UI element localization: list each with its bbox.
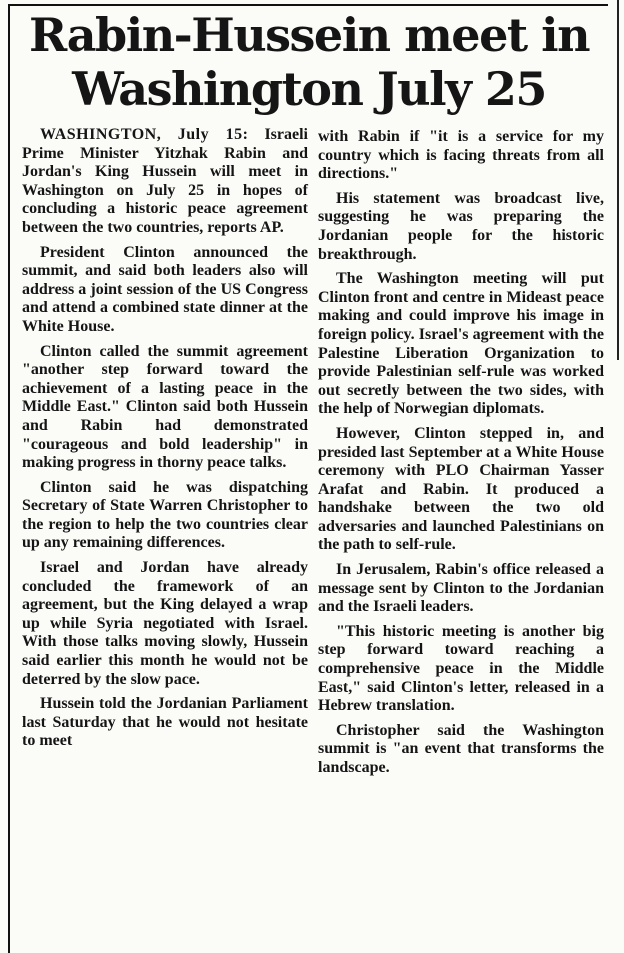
paragraph: with Rabin if "it is a service for my country which is facing threats from all directions." <box>318 128 604 183</box>
dateline: WASHINGTON, July 15: <box>40 126 249 143</box>
paragraph: In Jerusalem, Rabin's office released a message sent by Clinton to the Jordanian and the Israeli leaders. <box>318 561 604 616</box>
headline-line-1: Rabin-Hussein meet in <box>28 8 590 62</box>
paragraph: The Washington meeting will put Clinton front and centre in Mideast peace making and could improve his image in foreign policy. Israel's agreement with the Palestine Liberation Organization to provide Palestinian self-rule was worked out secretly between the two sides, with the help of Norwegian diplomats. <box>318 270 604 418</box>
paragraph-text: Israeli Prime Minister Yitzhak Rabin and Jordan's King Hussein will meet in Washington on July 25 in hopes of concluding a historic peace agreement between the two countries, reports AP. <box>22 126 308 236</box>
paragraph <box>22 126 308 238</box>
paragraph: President Clinton announced the summit, and said both leaders also will address a joint session of the US Congress and attend a combined state dinner at the White House. <box>22 243 308 335</box>
paragraph: Clinton said he was dispatching Secretary of State Warren Christopher to the region to help the two countries clear up any remaining differences. <box>22 478 308 552</box>
paragraph: "This historic meeting is another big step forward toward reaching a comprehensive peace in the Middle East," said Clinton's letter, released in a Hebrew translation. <box>318 622 604 715</box>
paragraph: Hussein told the Jordanian Parliament last Saturday that he would not hesitate to meet <box>22 695 308 750</box>
adjacent-column-rule <box>617 0 619 360</box>
paragraph: Clinton called the summit agreement "another step forward toward the achievement of a lasting peace in the Middle East." Clinton said both Hussein and Rabin had demonstrated "courageous and bold leadership" in making progress in thorny peace talks. <box>22 342 308 472</box>
paragraph: Israel and Jordan have already concluded the framework of an agreement, but the King delayed a wrap up while Syria negotiated with Israel. With those talks moving slowly, Hussein said earlier this month he would not be deterred by the slow pace. <box>22 559 308 688</box>
headline <box>10 8 608 116</box>
paragraph: His statement was broadcast live, suggesting he was preparing the Jordanian people for the historic breakthrough. <box>318 189 604 263</box>
paragraph: However, Clinton stepped in, and presided last September at a White House ceremony with PLO Chairman Yasser Arafat and Rabin. It produced a handshake between the two old adversaries and launched Palestinians on the path to self-rule. <box>318 424 604 554</box>
paragraph: Christopher said the Washington summit is "an event that transforms the landscape. <box>318 721 604 776</box>
article-column-right <box>318 128 604 784</box>
headline-line-2: Washington July 25 <box>72 62 546 116</box>
article-column-left <box>22 126 308 757</box>
